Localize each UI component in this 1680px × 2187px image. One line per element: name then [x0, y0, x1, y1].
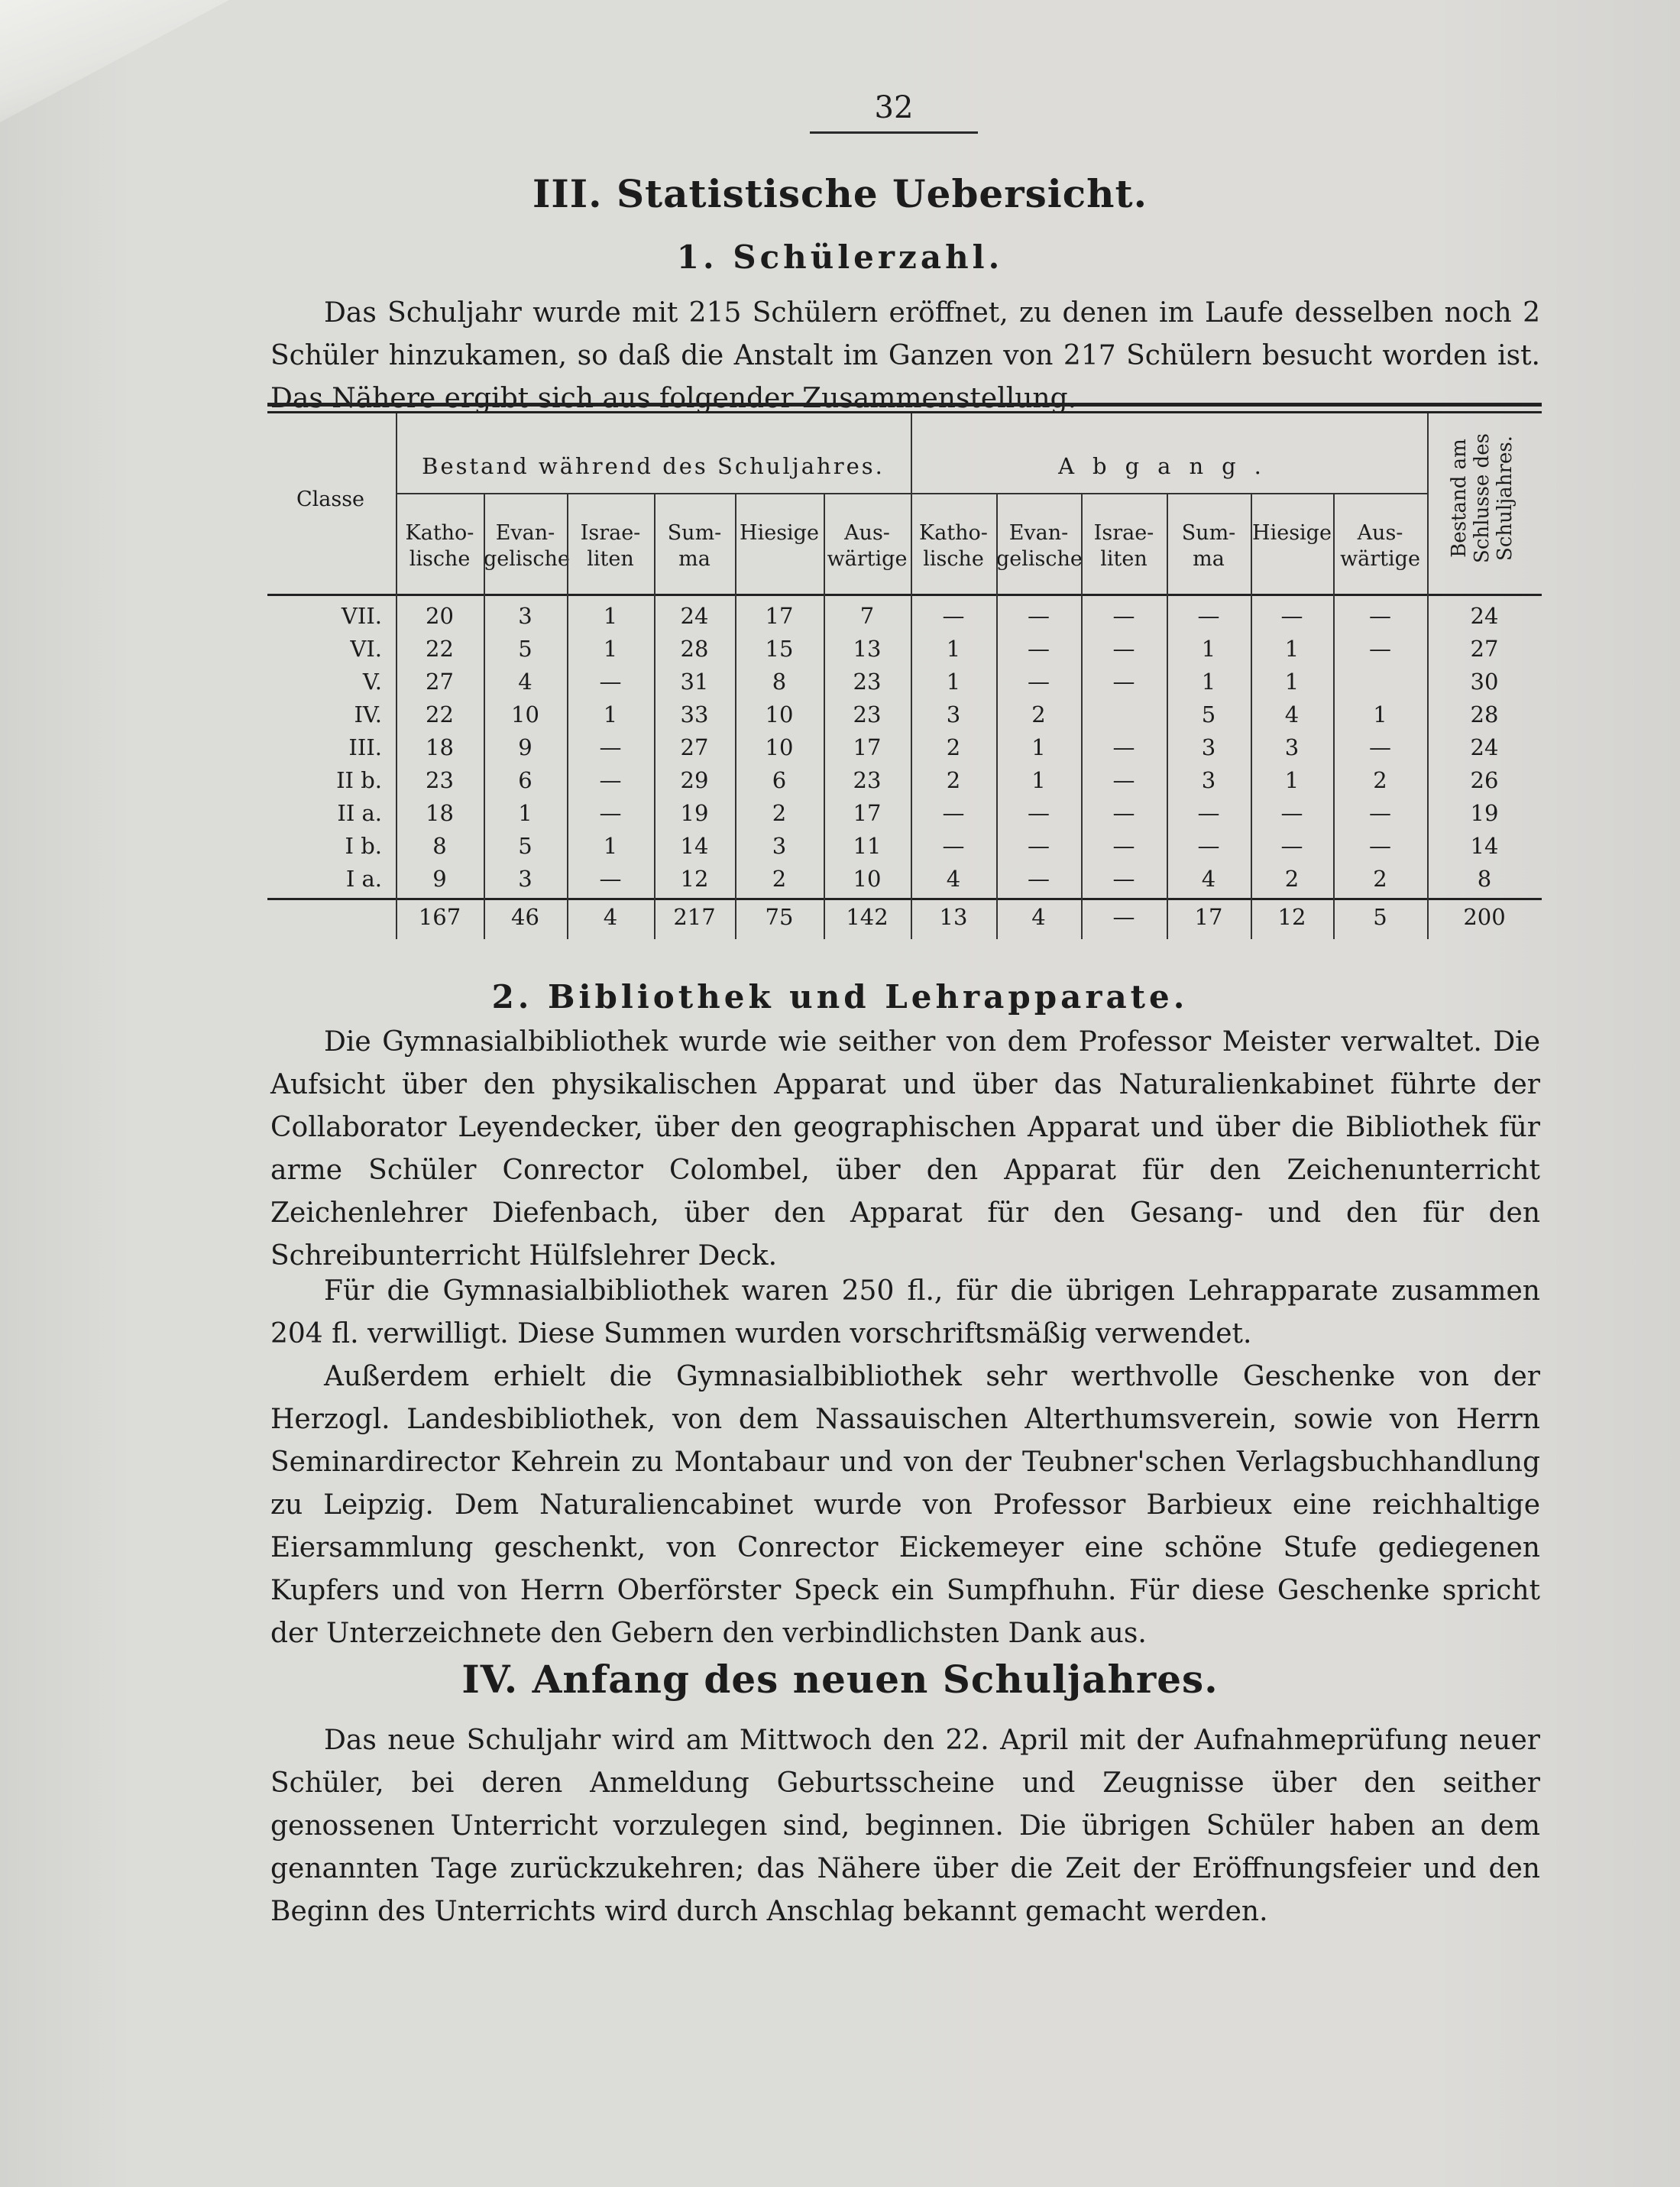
table-cell: 27 — [680, 734, 709, 760]
table-cell: 3 — [518, 866, 532, 892]
table-cell: 29 — [680, 767, 709, 793]
table-cell: 6 — [772, 767, 787, 793]
table-vertical-rule — [1427, 413, 1429, 939]
table-group-rule — [911, 493, 1427, 494]
table-cell: 2 — [772, 866, 787, 892]
table-cell: 10 — [853, 866, 882, 892]
total-cell: 12 — [1277, 904, 1306, 930]
table-cell: 1 — [1201, 636, 1216, 662]
table-cell: — — [1112, 767, 1135, 793]
table-cell: — — [1369, 636, 1391, 662]
row-label-classe: IV. — [354, 701, 382, 727]
row-label-classe: III. — [348, 734, 382, 760]
table-cell: 18 — [426, 800, 454, 826]
table-cell: 5 — [518, 636, 532, 662]
table-cell: 6 — [518, 767, 532, 793]
table-cell: 15 — [765, 636, 794, 662]
table-vertical-rule — [567, 494, 568, 939]
column-header: Israe-liten — [580, 521, 641, 571]
table-cell: 14 — [680, 833, 709, 859]
table-cell: 17 — [853, 734, 882, 760]
table-cell: — — [1112, 866, 1135, 892]
table-cell: 26 — [1470, 767, 1499, 793]
table-cell: 12 — [680, 866, 709, 892]
table-cell: 10 — [765, 734, 794, 760]
table-cell: 8 — [772, 669, 787, 695]
table-cell: — — [1112, 833, 1135, 859]
table-cell: 1 — [1373, 701, 1387, 727]
table-cell: — — [599, 866, 622, 892]
table-cell: 10 — [511, 701, 539, 727]
table-cell: — — [1112, 734, 1135, 760]
table-cell: 1 — [1031, 767, 1046, 793]
table-cell: 8 — [432, 833, 447, 859]
table-cell: 1 — [1284, 636, 1300, 662]
table-vertical-rule — [1251, 494, 1252, 939]
table-cell: 17 — [853, 800, 882, 826]
anfang-text: Das neue Schuljahr wird am Mittwoch den 22. April mit der Aufnahmeprüfung neuer Schüler, bei deren Anmeldung Geburtsscheine und Zeugnisse über den seither genossenen Unterricht vorzulegen sind, beginnen. Die übrigen Schüler haben an dem genannten Tage zurückzukehren; das Nähere über die Zeit der Eröffnungsfeier und den Beginn des Unterrichts wird durch Anschlag bekannt gemacht werden. — [270, 1725, 1540, 1927]
table-cell: 9 — [518, 734, 532, 760]
table-cell: 24 — [680, 603, 709, 629]
table-cell: 3 — [1201, 767, 1216, 793]
header-classe: Classe — [296, 488, 365, 511]
bibliothek-paragraph-1 — [270, 1021, 1540, 1278]
table-cell: 4 — [1284, 701, 1300, 727]
table-rule-top — [267, 403, 1542, 407]
table-cell: 23 — [426, 767, 454, 793]
table-vertical-rule — [1081, 494, 1083, 939]
row-label-classe: II b. — [336, 767, 382, 793]
table-cell: 7 — [859, 603, 875, 629]
total-cell: 46 — [511, 904, 539, 930]
table-vertical-rule — [654, 494, 655, 939]
column-header: Evan-gelische — [484, 521, 570, 571]
table-cell: 10 — [765, 701, 794, 727]
table-cell: 2 — [772, 800, 787, 826]
column-header: Aus-wärtige — [827, 521, 908, 571]
total-cell: 217 — [673, 904, 716, 930]
section-3-title: III. Statistische Uebersicht. — [532, 171, 1148, 216]
table-cell: 28 — [680, 636, 709, 662]
total-cell: — — [1112, 904, 1135, 930]
table-cell: — — [1112, 603, 1135, 629]
bibliothek-paragraph-3 — [270, 1356, 1540, 1655]
intro-text: Das Schuljahr wurde mit 215 Schülern eröffnet, zu denen im Laufe desselben noch 2 Schüler hinzukamen, so daß die Anstalt im Ganzen von 217 Schülern besucht worden ist. Das Nähere ergibt sich aus folgender Zusammenstellung. — [270, 297, 1540, 414]
section-4-title: IV. Anfang des neuen Schuljahres. — [461, 1657, 1219, 1702]
table-cell: 19 — [680, 800, 709, 826]
table-cell: — — [1028, 603, 1050, 629]
table-cell: — — [1369, 800, 1391, 826]
table-cell: — — [1028, 833, 1050, 859]
table-cell: 27 — [1470, 636, 1499, 662]
column-header: Israe-liten — [1093, 521, 1154, 571]
table-cell: 23 — [853, 767, 882, 793]
table-cell: — — [1280, 603, 1303, 629]
table-cell: — — [599, 669, 622, 695]
table-cell: 1 — [1284, 669, 1300, 695]
table-cell: — — [599, 767, 622, 793]
row-label-classe: II a. — [337, 800, 382, 826]
table-cell: — — [1369, 734, 1391, 760]
table-cell: 1 — [603, 833, 618, 859]
column-header: Evan-gelische — [996, 521, 1083, 571]
table-cell: — — [942, 833, 965, 859]
intro-paragraph — [270, 292, 1540, 420]
table-cell: — — [1028, 866, 1050, 892]
table-cell: 3 — [772, 833, 787, 859]
table-cell: — — [1197, 833, 1220, 859]
anfang-paragraph — [270, 1719, 1540, 1933]
bibliothek-text-2: Für die Gymnasialbibliothek waren 250 fl., für die übrigen Lehrapparate zusammen 204 fl. verwilligt. Diese Summen wurden vorschriftsmäßig verwendet. — [270, 1275, 1540, 1349]
row-label-classe: VI. — [350, 636, 382, 662]
table-cell: — — [1197, 800, 1220, 826]
column-header: Katho-lische — [919, 521, 988, 571]
row-label-classe: I b. — [345, 833, 382, 859]
table-cell: — — [1280, 833, 1303, 859]
bibliothek-text-1: Die Gymnasialbibliothek wurde wie seither von dem Professor Meister verwaltet. Die Aufsicht über den physikalischen Apparat und über das Naturalienkabinet führte der Collaborator Leyendecker, über den geographischen Apparat und über die Bibliothek für arme Schüler Conrector Colombel, über den Apparat für den Zeichenunterricht Zeichenlehrer Diefenbach, über den Apparat für den Gesang- und den für den Schreibunterricht Hülfslehrer Deck. — [270, 1026, 1540, 1272]
page-number-rule — [810, 131, 978, 134]
table-cell: 1 — [1201, 669, 1216, 695]
table-rule-header — [267, 594, 1542, 596]
table-cell: 2 — [946, 734, 961, 760]
table-cell: — — [942, 603, 965, 629]
table-cell: — — [1028, 669, 1050, 695]
column-header: Hiesige — [1252, 521, 1332, 545]
table-cell: 1 — [1284, 767, 1300, 793]
table-cell: 1 — [1031, 734, 1046, 760]
table-cell: 1 — [603, 701, 618, 727]
table-cell: 2 — [1373, 866, 1387, 892]
table-cell: 31 — [680, 669, 709, 695]
row-label-classe: I a. — [345, 866, 382, 892]
table-cell: — — [1369, 603, 1391, 629]
table-cell: — — [1197, 603, 1220, 629]
table-cell: 22 — [426, 636, 454, 662]
table-vertical-rule — [824, 494, 825, 939]
table-vertical-rule — [1333, 494, 1335, 939]
table-cell: 14 — [1470, 833, 1499, 859]
table-cell: 5 — [518, 833, 532, 859]
table-rule-top-thin — [267, 411, 1542, 413]
bibliothek-paragraph-2 — [270, 1270, 1540, 1356]
page-number: 32 — [874, 90, 914, 125]
table-cell: 5 — [1201, 701, 1216, 727]
table-cell: 23 — [853, 701, 882, 727]
table-cell: 9 — [432, 866, 447, 892]
table-cell: 30 — [1470, 669, 1499, 695]
table-cell: 1 — [518, 800, 532, 826]
table-cell: 24 — [1470, 603, 1499, 629]
total-cell: 4 — [603, 904, 618, 930]
total-cell: 142 — [846, 904, 889, 930]
table-cell: 24 — [1470, 734, 1499, 760]
table-cell: 3 — [1284, 734, 1300, 760]
table-cell: 2 — [1284, 866, 1300, 892]
table-cell: 19 — [1470, 800, 1499, 826]
table-cell: 28 — [1470, 701, 1499, 727]
table-cell: 3 — [946, 701, 961, 727]
table-cell: — — [1112, 669, 1135, 695]
table-cell: — — [1112, 636, 1135, 662]
table-cell: 27 — [426, 669, 454, 695]
table-cell: 1 — [946, 669, 961, 695]
column-header: Katho-lische — [405, 521, 474, 571]
table-cell: 18 — [426, 734, 454, 760]
table-cell: — — [1112, 800, 1135, 826]
table-cell: 3 — [518, 603, 532, 629]
table-rule-bottom — [267, 898, 1542, 900]
header-group-abgang: Abgang. — [1058, 453, 1280, 479]
table-cell: 23 — [853, 669, 882, 695]
subsection-bibliothek-title: 2. Bibliothek und Lehrapparate. — [491, 978, 1189, 1016]
table-vertical-rule — [735, 494, 736, 939]
table-cell: 4 — [946, 866, 961, 892]
table-cell: 20 — [426, 603, 454, 629]
page-corner-fold — [0, 0, 229, 122]
table-group-rule — [396, 493, 911, 494]
header-group-bestand: Bestand während des Schuljahres. — [422, 453, 885, 479]
table-cell: 13 — [853, 636, 882, 662]
total-cell: 5 — [1373, 904, 1387, 930]
total-cell: 13 — [939, 904, 968, 930]
table-cell: 22 — [426, 701, 454, 727]
row-label-classe: VII. — [341, 603, 382, 629]
column-header: Aus-wärtige — [1340, 521, 1420, 571]
table-cell: 2 — [946, 767, 961, 793]
table-cell: 8 — [1477, 866, 1492, 892]
column-header: Sum-ma — [1181, 521, 1236, 571]
column-header: Hiesige — [740, 521, 819, 545]
table-cell: — — [942, 800, 965, 826]
table-cell: — — [1369, 833, 1391, 859]
bibliothek-text-3: Außerdem erhielt die Gymnasialbibliothek sehr werthvolle Geschenke von der Herzogl. Landesbibliothek, von dem Nassauischen Alterthumsverein, sowie von Herrn Seminardirector Kehrein zu Montabaur und von der Teubner'schen Verlagsbuchhandlung zu Leipzig. Dem Naturaliencabinet wurde von Professor Barbieux eine reichhaltige Eiersammlung geschenkt, von Conrector Eickemeyer eine schöne Stufe gediegenen Kupfers und von Herrn Oberförster Speck ein Sumpfhuhn. Für diese Geschenke spricht der Unterzeichnete den Gebern den verbindlichsten Dank aus. — [270, 1361, 1540, 1649]
total-cell: 4 — [1031, 904, 1046, 930]
table-vertical-rule — [484, 494, 485, 939]
table-cell: — — [1280, 800, 1303, 826]
column-header: Sum-ma — [667, 521, 722, 571]
header-final-bestand: Bestand am Schlusse des Schuljahres. — [1448, 433, 1517, 563]
table-cell: 4 — [518, 669, 532, 695]
table-cell: — — [1028, 636, 1050, 662]
table-vertical-rule — [1167, 494, 1168, 939]
table-cell: 1 — [603, 603, 618, 629]
total-cell: 200 — [1463, 904, 1506, 930]
table-cell: 1 — [946, 636, 961, 662]
total-cell: 167 — [418, 904, 461, 930]
table-cell: 11 — [853, 833, 882, 859]
table-cell: 33 — [680, 701, 709, 727]
table-cell: 3 — [1201, 734, 1216, 760]
table-cell: 4 — [1201, 866, 1216, 892]
table-cell: 17 — [765, 603, 794, 629]
total-cell: 17 — [1194, 904, 1223, 930]
table-cell: — — [599, 734, 622, 760]
total-cell: 75 — [765, 904, 794, 930]
table-cell: 2 — [1373, 767, 1387, 793]
table-cell: — — [1028, 800, 1050, 826]
subsection-schuelerzahl-title: 1. Schülerzahl. — [676, 238, 1004, 276]
table-cell: 1 — [603, 636, 618, 662]
table-cell: 2 — [1031, 701, 1046, 727]
table-cell: — — [599, 800, 622, 826]
table-vertical-rule — [996, 494, 998, 939]
row-label-classe: V. — [362, 669, 382, 695]
